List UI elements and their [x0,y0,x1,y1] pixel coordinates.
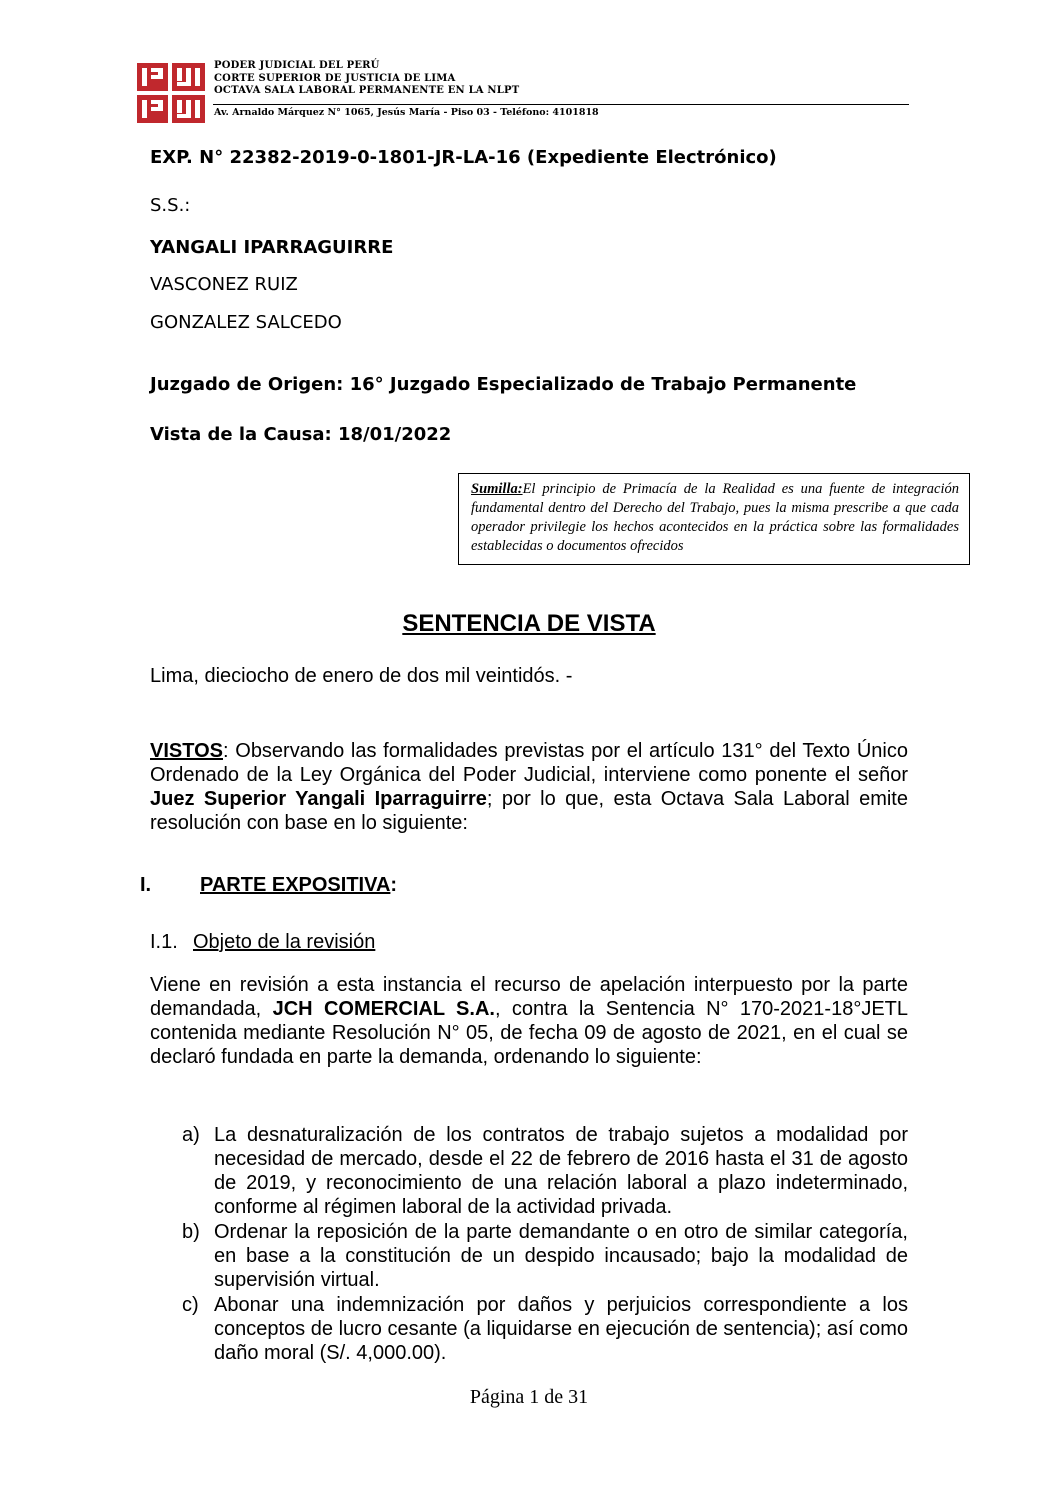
sumilla-label: Sumilla: [471,481,523,497]
page-number: Página 1 de 31 [469,1386,589,1408]
vistos-text-2: ; por lo que, esta Octava Sala Laboral emite resolución con base en lo siguiente: [150,788,908,834]
court-district: CORTE SUPERIOR DE JUSTICIA DE LIMA [214,72,456,84]
revision-text-1: Viene en revisión a esta instancia el recurso de apelación interpuesto por la parte demandada, [150,974,908,1020]
court-name: PODER JUDICIAL DEL PERÚ [214,60,380,71]
list-item [182,1220,908,1292]
document-title: SENTENCIA DE VISTA [402,610,656,637]
section-title-colon: : [390,874,398,896]
subsection-number: I.1. [150,931,178,953]
court-address: Av. Arnaldo Márquez N° 1065, Jesús María - Piso 03 - Teléfono: 4101818 [214,107,599,118]
section-title [200,873,397,897]
list-text: Abonar una indemnización por daños y perjuicios correspondiente a los conceptos de lucro cesante (a liquidarse en ejecución de sentencia); así como daño moral (S/. 4,000.00). [214,1294,908,1364]
vistos-ponente: Juez Superior Yangali Iparraguirre [150,788,487,810]
revision-paragraph [150,973,908,1069]
list-item [182,1123,908,1219]
vistos-text-1: : Observando las formalidades previstas por el artículo 131° del Texto Único Ordenado de la Ley Orgánica del Poder Judicial, interviene como ponente el señor [150,740,908,786]
judge-2: VASCONEZ RUIZ [150,274,298,295]
list-text: Ordenar la reposición de la parte demandante o en otro de similar categoría, en base a la constitución de un despido incausado; bajo la modalidad de supervisión virtual. [214,1221,908,1291]
sumilla-text: El principio de Primacía de la Realidad es una fuente de integración fundamental dentro del Derecho del Trabajo, pues la misma prescribe a que cada operador privilegie los hechos acontecidos en la práctica sobre las formalidades establecidas o documentos ofrecidos [471,481,959,554]
list-item [182,1293,908,1365]
ss-label: S.S.: [150,195,191,216]
header-divider [213,104,909,105]
section-title-text: PARTE EXPOSITIVA [200,874,391,896]
date-line: Lima, dieciocho de enero de dos mil veintidós. - [150,665,573,687]
subsection-title: Objeto de la revisión [193,931,376,953]
court-header [214,60,519,98]
revision-text-2: , contra la Sentencia N° 170-2021-18°JETL contenida mediante Resolución N° 05, de fecha 09 de agosto de 2021, en el cual se declaró fundada en parte la demanda, ordenando lo siguiente: [150,998,909,1068]
court-chamber: OCTAVA SALA LABORAL PERMANENTE EN LA NLPT [214,85,520,96]
poder-judicial-logo-icon [137,63,205,123]
judge-1: YANGALI IPARRAGUIRRE [150,237,394,258]
list-text: La desnaturalización de los contratos de trabajo sujetos a modalidad por necesidad de mercado, desde el 22 de febrero de 2016 hasta el 31 de agosto de 2019, y reconocimiento de una relación laboral a plazo indeterminado, conforme al régimen laboral de la actividad privada. [214,1124,908,1218]
case-number: EXP. N° 22382-2019-0-1801-JR-LA-16 (Expediente Electrónico) [150,147,777,168]
origin-court: Juzgado de Origen: 16° Juzgado Especializado de Trabajo Permanente [150,374,857,395]
judge-3: GONZALEZ SALCEDO [150,312,342,333]
vistos-paragraph [150,739,908,835]
list-marker: c) [182,1294,199,1316]
section-number: I. [140,874,152,896]
list-marker: b) [182,1221,200,1243]
revision-party: JCH COMERCIAL S.A. [272,998,495,1020]
list-marker: a) [182,1124,200,1146]
hearing-date: Vista de la Causa: 18/01/2022 [150,424,452,445]
vistos-label: VISTOS [150,740,223,762]
sumilla-box [458,473,970,565]
